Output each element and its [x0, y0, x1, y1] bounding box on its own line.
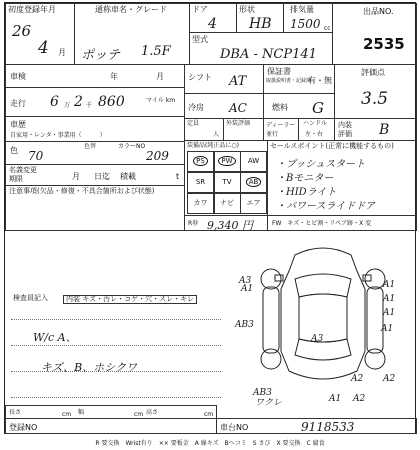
mileage-man: 6 [50, 94, 59, 110]
fuel-label: 燃料 [272, 103, 288, 112]
history-options: 自家用・レンタ・事業用（ ） [10, 132, 106, 139]
ext-eval-label: 外装評価 [226, 120, 251, 127]
damage-mark: A2 [353, 394, 366, 404]
equipment-item-label: AB [246, 177, 262, 187]
mileage-sen: 2 [74, 94, 83, 110]
shaken-month-label: 月 [156, 72, 164, 81]
displacement-value: 1500 [290, 17, 321, 31]
ruled-line [11, 397, 221, 398]
plate-label: 車台NO [220, 423, 249, 432]
color-value: 70 [28, 149, 44, 163]
equipment-item [214, 193, 241, 214]
color-row [5, 141, 185, 165]
warranty-sub: 取扱説明書・記録簿 [266, 78, 312, 84]
dealer-cell [263, 118, 299, 141]
equipment-item-label: PS [193, 156, 208, 166]
door-value: 4 [208, 16, 217, 32]
mileage-rest: 860 [98, 94, 125, 110]
sales-point-2: ・Bモニター [276, 173, 334, 184]
equipment-title: 装備品(純正品に○) [187, 142, 239, 149]
mirror-right [363, 275, 371, 281]
equipment-item-label: エア [246, 199, 261, 207]
height-label: 高さ [146, 409, 159, 416]
model-value: DBA - NCP141 [220, 47, 317, 62]
first-reg-month-unit: 月 [58, 48, 66, 57]
capacity-label: 定員 [187, 120, 200, 127]
damage-mark: A1 [241, 284, 254, 294]
equipment-item-label: ナビ [220, 199, 234, 207]
equipment-item [187, 193, 214, 214]
mileage-man-unit: 万 [64, 102, 71, 109]
model-cell [189, 32, 333, 65]
notes-label: 注意事項(欠品・修復・不具合箇所および状態) [9, 187, 155, 195]
handle-cell [298, 118, 335, 141]
inspector-note-2: キズ、B、ホシクワ [41, 361, 137, 374]
equipment-box [184, 140, 268, 216]
lower-area [5, 230, 417, 407]
length-label: 長さ [9, 409, 22, 416]
door-label: ドア [192, 5, 208, 14]
loading-unit: t [176, 172, 180, 181]
wheel-rear-right [365, 349, 385, 369]
sales-point-3: ・HIDライト [276, 187, 337, 198]
plate-cell [216, 418, 417, 434]
lot-number: 2535 [363, 35, 405, 53]
shape-value: HB [249, 16, 272, 32]
ruled-line [11, 319, 221, 320]
equipment-item [214, 151, 241, 172]
interior-label: 内装 評価 [338, 121, 352, 138]
handle-options: 左・右 [305, 131, 324, 138]
color-no-value: 209 [146, 149, 169, 163]
equipment-item [187, 172, 214, 193]
registration-label: 登録NO [9, 423, 38, 432]
ac-value: AC [229, 101, 247, 115]
color-no-label: カラーNO [118, 143, 146, 150]
notes-area [5, 185, 185, 231]
car-body-outline [281, 248, 365, 379]
history-label: 車歴 [10, 120, 26, 129]
damage-mark: A1 [383, 308, 396, 318]
damage-mark: A2 [383, 374, 396, 384]
interior-cell [334, 118, 417, 141]
color-swatch-label: 色替 [84, 143, 97, 150]
damage-mark: A1 [383, 280, 396, 290]
mileage-unit: マイル km [146, 97, 176, 104]
legend-bar-text: FW キズ・ヒビ割・リペア跡・X 変 [272, 220, 372, 227]
displacement-cell [283, 3, 333, 33]
length-unit: cm [62, 411, 72, 418]
first-reg-label: 初度登録年月 [8, 5, 56, 14]
fuel-value: G [312, 99, 324, 117]
equipment-grid [187, 151, 267, 215]
damage-mark: A3 [311, 334, 324, 344]
damage-mark: A2 [351, 374, 364, 384]
equipment-item-label: AW [247, 157, 260, 165]
equipment-item [240, 151, 267, 172]
width-label: 幅 [78, 409, 85, 416]
r-ticket-label: R券 [188, 220, 199, 227]
car-diagram [233, 231, 413, 407]
equipment-item-label: カワ [193, 199, 208, 207]
ruled-line [11, 345, 221, 346]
ruled-lines [5, 231, 235, 407]
warranty-label: 保証書 [267, 67, 291, 76]
mileage-row [5, 87, 185, 117]
ac-cell [184, 93, 264, 119]
history-row [5, 116, 185, 142]
sales-point-4: ・パワースライドドア [276, 201, 375, 212]
dealer-label: ディーラー 並行 [266, 122, 296, 138]
auction-sheet [4, 2, 416, 434]
mileage-label: 走行 [10, 99, 26, 108]
shift-label: シフト [188, 73, 212, 82]
car-name-cell [74, 3, 190, 65]
ac-label: 冷房 [188, 103, 204, 112]
sales-point-1: ・プッシュスタート [276, 159, 366, 170]
score-cell [334, 64, 417, 119]
handle-label: ハンドル [303, 120, 328, 127]
capacity-cell [184, 118, 224, 141]
interior-value: B [379, 122, 390, 138]
lot-cell [332, 3, 417, 65]
inspector-options: 内装 キズ・汚レ・コゲ・穴・スレ・キレ [63, 295, 197, 304]
score-value: 3.5 [361, 89, 389, 109]
legend-bar [267, 215, 417, 231]
damage-mark: A1 [383, 294, 396, 304]
shaken-label: 車検 [10, 72, 26, 81]
car-name: ポッテ [81, 48, 121, 63]
score-label: 評価点 [361, 68, 385, 77]
height-unit: cm [204, 411, 214, 418]
name-change-month: 月 [72, 172, 80, 181]
inspector-note-1: W/c A、 [33, 331, 77, 344]
door-cell [189, 3, 237, 33]
r-ticket-value: 9,340 円 [207, 219, 253, 232]
model-label: 型式 [192, 35, 208, 44]
damage-mark: AB3 [235, 320, 254, 330]
mirror-left [275, 275, 283, 281]
ext-eval-cell [223, 118, 264, 141]
first-reg-cell [5, 3, 75, 65]
inspector-label: 検査員記入 [13, 294, 48, 302]
damage-mark: ワクレ [255, 398, 283, 407]
shape-cell [236, 3, 284, 33]
color-label: 色 [10, 146, 18, 155]
width-unit: cm [134, 411, 144, 418]
dimensions-row [5, 405, 217, 419]
shaken-year-label: 年 [110, 72, 118, 81]
wheel-front-right [365, 269, 385, 289]
first-reg-month: 4 [38, 38, 49, 58]
wheel-front-left [261, 269, 281, 289]
wheel-rear-left [261, 349, 281, 369]
r-ticket-cell [184, 215, 268, 231]
displacement-label: 排気量 [290, 5, 314, 14]
name-change-row [5, 164, 185, 186]
damage-mark: A1 [381, 324, 394, 334]
mileage-sen-unit: 千 [86, 102, 93, 109]
equipment-item [240, 193, 267, 214]
shape-label: 形状 [239, 5, 255, 14]
warranty-options: 有・無 [308, 76, 332, 85]
damage-mark: AB3 [253, 388, 272, 398]
registration-cell [5, 418, 217, 434]
name-change-label: 名義変更 期限 [9, 166, 37, 183]
shaken-row [5, 64, 185, 88]
equipment-item-label: SR [195, 178, 206, 186]
lot-label: 出品NO. [363, 7, 394, 16]
car-grade: 1.5F [141, 44, 171, 59]
warranty-cell [263, 64, 335, 94]
equipment-item [214, 172, 241, 193]
displacement-unit: cc [324, 25, 331, 32]
fuel-cell [263, 93, 335, 119]
loading-label: 積載 [120, 172, 136, 181]
equipment-item-label: TV [222, 178, 232, 186]
sales-points-title: セールスポイント(正常に機能するもの) [270, 142, 394, 150]
damage-mark: A1 [329, 394, 342, 404]
footer-legend: R 要交換 Wrist有り ×× 要板金 A 線キズ Bヘコミ S さび X 要交換 C 腐食 [95, 440, 325, 447]
name-change-day: 日迄 [94, 172, 110, 181]
damage-mark: A3 [239, 276, 252, 286]
plate-value: 9118533 [301, 420, 355, 434]
car-side-left [263, 287, 279, 353]
car-side-right [367, 287, 383, 353]
shift-value: AT [229, 74, 247, 89]
shift-cell [184, 64, 264, 94]
equipment-item-label: PW [218, 156, 235, 166]
equipment-item [240, 172, 267, 193]
capacity-unit: 人 [213, 131, 220, 138]
equipment-item [187, 151, 214, 172]
sales-points-box [267, 140, 417, 216]
first-reg-year: 26 [12, 22, 32, 40]
car-name-label: 通称車名・グレード [95, 5, 167, 14]
